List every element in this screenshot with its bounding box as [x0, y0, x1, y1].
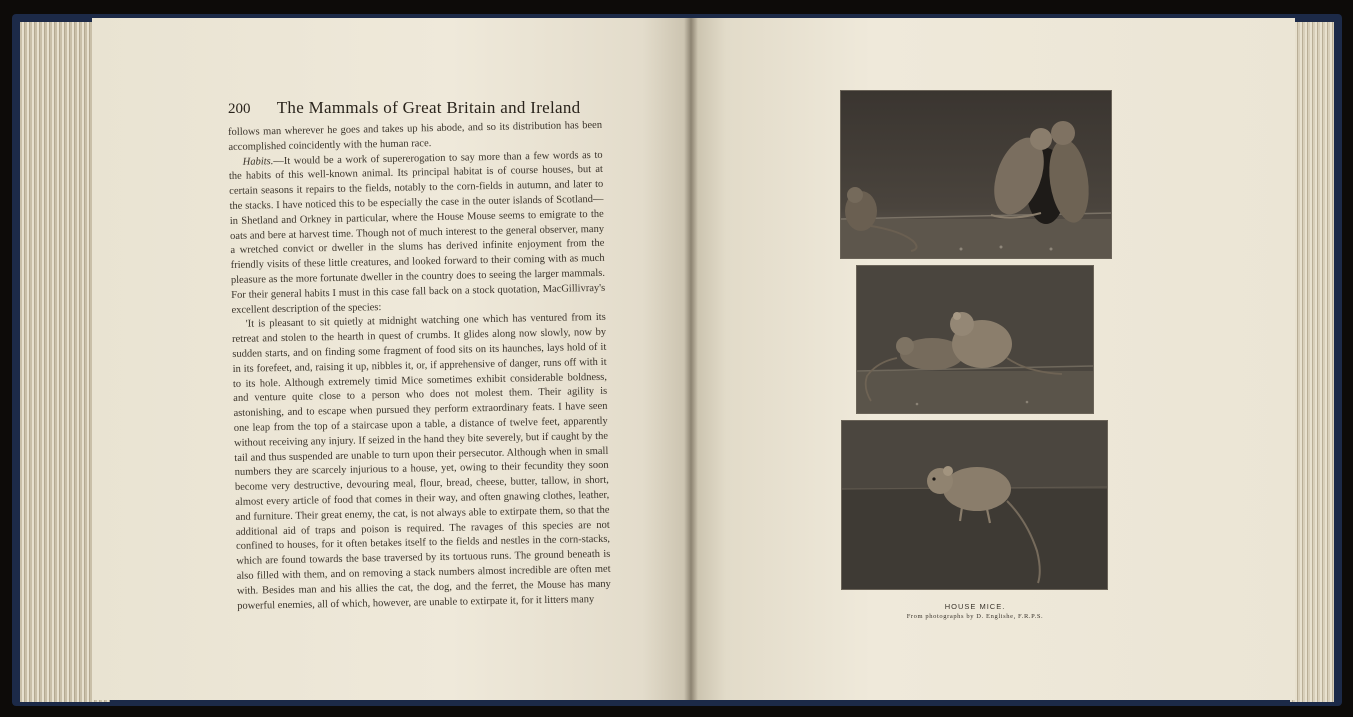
right-page-edges: [1290, 22, 1334, 702]
paragraph-quotation: 'It is pleasant to sit quietly at midnight watching one which has ventured from its retreat and stolen to the hearth in quest of crumbs. It glides along now slowly, now by sudden starts, and on finding some fragment of food sits on its haunches, lays hold of it in its forefeet, and, raising it up, nibbles it, or, if apprehensive of danger, runs off with it to its hole. Although extremely timid Mice sometimes exhibit considerable boldness, and venture quite close to a person who does not molest them. Their agility is astonishing, and to escape when pursued they perform extraordinary feats. I have seen one leap from the top of a staircase upon a table, a distance of twelve feet, apparently without receiving any injury. If seized in the hand they bite severely, but if caught by the tail and thus suspended are unable to turn upon their persecutor. Although when in small numbers they are scarcely injurious to a house, yet, owing to their fecundity they soon become very destructive, devouring meal, flour, bread, cheese, butter, tallow, in short, almost every article of food that comes in their way, and often gnawing clothes, leather, and furniture. Their great enemy, the cat, is not always able to extirpate them, so that the additional aid of traps and poison is required. The ravages of this species are not confined to houses, for it often betakes itself to the fields and nestles in the corn-stacks, which are found towards the base traversed by its tortuous runs. The ground beneath is also filled with them, and on removing a stack numbers almost incredible are often met with. Besides man and his allies the cat, the dog, and the ferret, the Mouse has many powerful enemies, all of which, however, are unable to extirpate it, for it litters many: [231, 312, 611, 612]
side-heading-habits: Habits.: [242, 155, 274, 168]
photo-plate-bottom: [841, 420, 1108, 590]
caption-credit: From photographs by D. Englishe, F.R.P.S.: [906, 613, 1044, 620]
body-text: [228, 119, 611, 614]
plate-caption: [840, 602, 1110, 620]
page-number: 200: [228, 101, 251, 117]
running-head-title: The Mammals of Great Britain and Ireland: [276, 98, 581, 117]
paragraph-1: follows man wherever he goes and takes up his abode, and so its distribution has been accomplished coincidently with the human race.: [228, 119, 603, 153]
book-gutter: [684, 18, 698, 700]
caption-title: HOUSE MICE.: [944, 602, 1006, 611]
photo-plate-middle: [856, 265, 1094, 414]
running-header: [228, 98, 588, 118]
photo-plate-top: [840, 90, 1112, 259]
paragraph-habits: Habits.—It would be a work of supererogation to say more than a few words as to the habits of this well-known animal. Its principal habitat is of course houses, but at certain seasons it repairs to the fields, notably to the corn-fields in autumn, and later to the stacks. I have noticed this to be especially the case in the outer islands of Scotland—in Shetland and Orkney in particular, where the House Mouse seems to emigrate to the oats and bere at harvest time. Though not of much interest to the general observer, many a wretched convict or dweller in the slums has derived infinite enjoyment from the friendly visits of these little creatures, and looked forward to their coming with as much pleasure as the more fortunate dweller in the country does to seeing the larger mammals. For their general habits I must in this case fall back on a stock quotation, MacGillivray's excellent description of the species:: [228, 149, 606, 316]
